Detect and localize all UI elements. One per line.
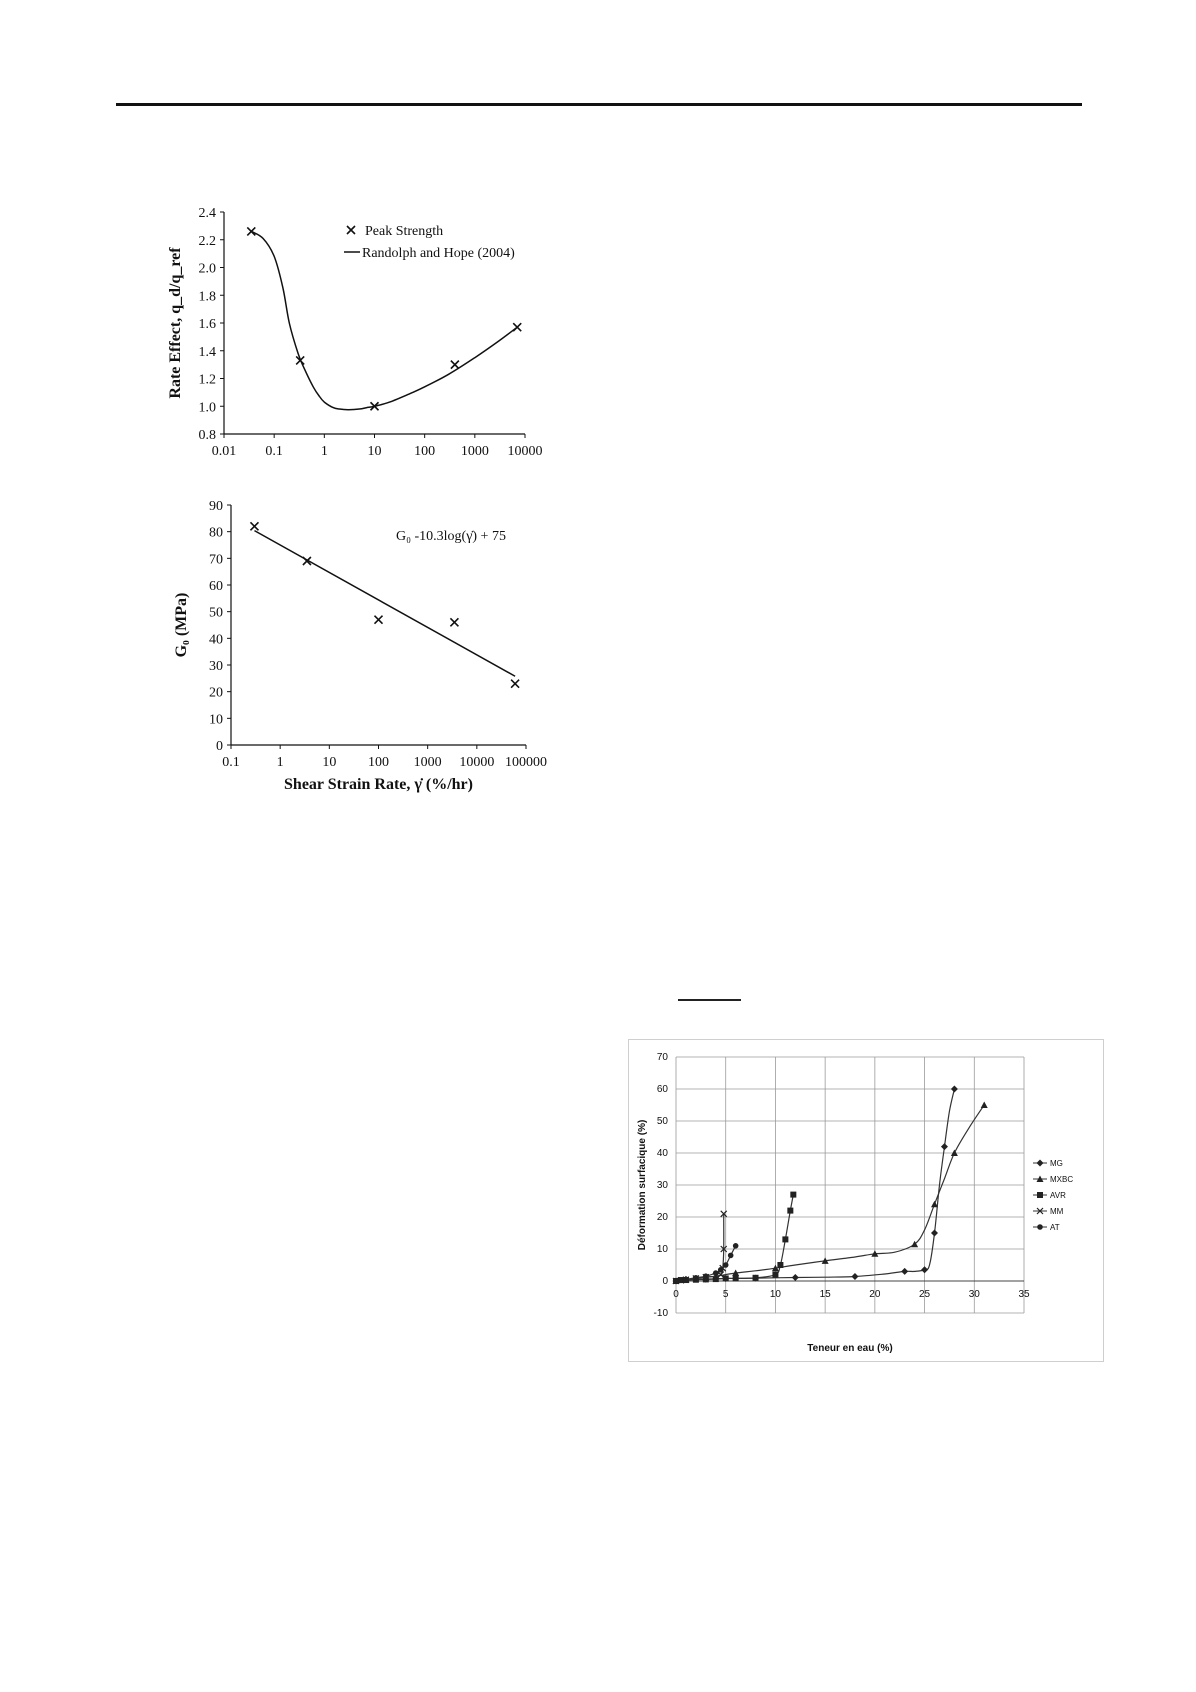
y-tick-label: 40	[209, 632, 223, 648]
series-avr-marker	[787, 1208, 793, 1214]
peak-strength-marker	[247, 227, 255, 235]
g0-data-marker	[250, 522, 258, 530]
x-tick-label: 100000	[505, 755, 547, 770]
g0-chart-svg	[150, 488, 570, 798]
series-avr-marker	[753, 1275, 759, 1281]
y-tick-label: 10	[209, 712, 223, 728]
series-mg-marker	[851, 1273, 858, 1280]
x-tick-label: 20	[869, 1289, 881, 1300]
series-at-marker	[713, 1270, 719, 1276]
y-tick-label: 0.8	[198, 428, 216, 443]
legend-mg-label: MG	[1050, 1159, 1063, 1168]
series-mg-marker	[901, 1268, 908, 1275]
g0-equation-annotation: G₀ -10.3log(γ̇) + 75	[396, 529, 506, 544]
x-tick-label: 0.1	[222, 755, 240, 770]
y-tick-label: 1.4	[198, 344, 216, 360]
y-tick-label: 2.4	[198, 206, 216, 221]
legend-at-label: AT	[1050, 1223, 1060, 1232]
series-at-marker	[718, 1267, 724, 1273]
series-at-marker	[703, 1273, 709, 1279]
x-tick-label: 10	[769, 1289, 781, 1300]
x-tick-label: 30	[968, 1289, 980, 1300]
deformation-chart	[628, 1039, 1104, 1362]
series-avr-marker	[772, 1272, 778, 1278]
series-avr-marker	[790, 1192, 796, 1198]
x-tick-label: 10	[367, 444, 382, 459]
series-at-marker	[728, 1253, 734, 1259]
peak-strength-marker	[451, 361, 459, 369]
x-tick-label: 0	[673, 1289, 679, 1300]
x-tick-label: 0.1	[265, 444, 283, 459]
y-tick-label: 40	[656, 1148, 668, 1159]
series-mg-marker	[792, 1274, 799, 1281]
g0-data-marker	[450, 618, 458, 626]
legend-mxbc-label: MXBC	[1050, 1175, 1074, 1184]
y-tick-label: 60	[209, 579, 223, 594]
series-avr-marker	[723, 1275, 729, 1281]
g0-chart	[150, 488, 570, 803]
series-avr-marker	[733, 1275, 739, 1281]
x-axis-label: Shear Strain Rate, γ̇ (%/hr)	[284, 776, 473, 793]
legend-randolph-hope-label: Randolph and Hope (2004)	[362, 246, 515, 261]
deformation-chart-svg	[629, 1040, 1103, 1356]
legend-at-marker	[1037, 1224, 1043, 1230]
series-mxbc-line	[676, 1105, 984, 1281]
y-axis-label: Déformation surfacique (%)	[637, 1119, 648, 1251]
series-at-marker	[733, 1243, 739, 1249]
rate-effect-chart-svg	[150, 200, 570, 470]
peak-strength-marker	[513, 323, 521, 331]
legend-peak-strength-label: Peak Strength	[365, 224, 444, 239]
x-tick-label: 5	[722, 1289, 729, 1300]
x-tick-label: 100	[414, 444, 436, 459]
legend-avr-marker	[1037, 1192, 1043, 1198]
x-tick-label: 1000	[460, 444, 489, 459]
y-tick-label: 2.0	[198, 261, 216, 277]
series-avr-marker	[777, 1262, 783, 1268]
y-tick-label: 20	[656, 1212, 668, 1223]
y-tick-label: 70	[656, 1052, 668, 1063]
x-tick-label: 10	[322, 755, 337, 770]
legend-avr-label: AVR	[1050, 1191, 1066, 1200]
y-tick-label: -10	[653, 1308, 668, 1319]
x-tick-label: 1	[276, 755, 284, 770]
y-axis-label: G₀ (MPa)	[173, 592, 190, 658]
caption-underline	[678, 999, 741, 1001]
y-tick-label: 70	[209, 552, 223, 568]
series-at-marker	[678, 1278, 684, 1284]
legend-mg-marker	[1037, 1160, 1044, 1167]
header-rule	[116, 103, 1082, 106]
y-tick-label: 50	[656, 1116, 668, 1127]
series-mxbc-marker	[981, 1102, 988, 1109]
series-mg-marker	[951, 1086, 958, 1093]
x-axis-label: Teneur en eau (%)	[807, 1343, 893, 1354]
series-mg-marker	[941, 1143, 948, 1150]
y-tick-label: 60	[656, 1084, 668, 1095]
legend-mm-label: MM	[1050, 1207, 1064, 1216]
x-tick-label: 25	[919, 1289, 931, 1300]
series-at-marker	[723, 1262, 729, 1268]
x-tick-label: 10000	[507, 444, 543, 459]
y-axis-label: Rate Effect, q_d/q_ref	[167, 247, 184, 399]
x-tick-label: 0.01	[211, 444, 237, 459]
y-tick-label: 1.0	[198, 400, 216, 416]
g0-data-marker	[511, 680, 519, 688]
series-at-marker	[693, 1275, 699, 1281]
y-tick-label: 30	[209, 659, 223, 674]
x-tick-label: 15	[819, 1289, 831, 1300]
y-tick-label: 1.6	[198, 317, 216, 332]
legend-peak-strength-marker	[347, 226, 355, 234]
y-tick-label: 80	[209, 525, 223, 541]
y-tick-label: 50	[209, 605, 223, 621]
y-tick-label: 90	[209, 499, 223, 514]
y-tick-label: 1.2	[198, 372, 216, 388]
y-tick-label: 0	[216, 739, 223, 754]
y-tick-label: 0	[662, 1276, 668, 1287]
g0-trendline	[254, 531, 515, 677]
y-tick-label: 2.2	[198, 233, 216, 249]
x-tick-label: 35	[1018, 1289, 1030, 1300]
y-tick-label: 1.8	[198, 289, 216, 305]
series-at-marker	[683, 1277, 689, 1283]
series-at-marker	[673, 1278, 679, 1284]
rate-effect-chart	[150, 200, 570, 475]
x-tick-label: 1000	[413, 755, 442, 770]
series-mg-marker	[931, 1230, 938, 1237]
x-tick-label: 10000	[459, 755, 495, 770]
x-tick-label: 1	[320, 444, 328, 459]
y-tick-label: 20	[209, 685, 223, 701]
x-tick-label: 100	[368, 755, 389, 770]
g0-data-marker	[375, 616, 383, 624]
series-avr-marker	[782, 1236, 788, 1242]
y-tick-label: 30	[656, 1180, 668, 1191]
y-tick-label: 10	[656, 1244, 668, 1255]
series-mg-marker	[921, 1266, 928, 1273]
